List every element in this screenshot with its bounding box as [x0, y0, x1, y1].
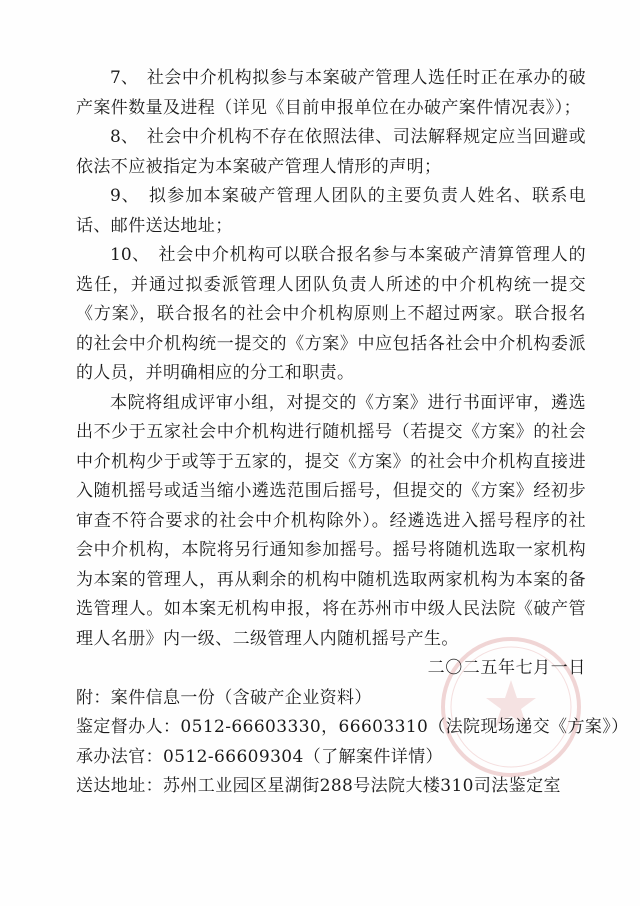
supervisor-line: 鉴定督办人：0512-66603330，66603310（法院现场递交《方案》）: [76, 717, 629, 737]
item-10: [76, 241, 586, 389]
document-body: [76, 64, 629, 802]
review-paragraph: [76, 389, 586, 655]
issue-date: 二〇二五年七月一日: [427, 658, 586, 678]
item-number: 7、: [110, 68, 147, 88]
item-9: [76, 182, 586, 241]
item-text: 社会中介机构拟参与本案破产管理人选任时正在承办的破产案件数量及进程（详见《目前申报单位在办破产案件情况表》）；: [76, 68, 586, 118]
attachment-line: 附：案件信息一份（含破产企业资料）: [76, 687, 372, 708]
item-text: 社会中介机构不存在依照法律、司法解释规定应当回避或依法不应被指定为本案破产管理人情形的声明；: [76, 127, 586, 177]
item-8: [76, 123, 586, 182]
item-7: [76, 64, 586, 123]
item-number: 9、: [110, 186, 149, 206]
item-text: 拟参加本案破产管理人团队的主要负责人姓名、联系电话、邮件送达地址；: [76, 186, 586, 236]
review-text: 本院将组成评审小组，对提交的《方案》进行书面评审，遴选出不少于五家社会中介机构进行随机摇号（若提交《方案》的社会中介机构少于或等于五家的，提交《方案》的社会中介机构直接进入随机摇号或适当缩小遴选范围后摇号，但提交的《方案》经初步审查不符合要求的社会中介机构除外）。经遴选进入摇号程序的社会中介机构，本院将另行通知参加摇号。摇号将随机选取一家机构为本案的管理人，再从剩余的机构中随机选取两家机构为本案的备选管理人。如本案无机构申报，将在苏州市中级人民法院《破产管理人名册》内一级、二级管理人内随机摇号产生。: [76, 392, 586, 649]
judge-line: 承办法官：0512-66609304（了解案件详情）: [76, 746, 443, 767]
item-number: 8、: [110, 127, 147, 147]
item-number: 10、: [110, 245, 159, 265]
item-text: 社会中介机构可以联合报名参与本案破产清算管理人的选任，并通过拟委派管理人团队负责人所述的中介机构统一提交《方案》，联合报名的社会中介机构原则上不超过两家。联合报名的社会中介机构统一提交的《方案》中应包括各社会中介机构委派的人员，并明确相应的分工和职责。: [76, 245, 586, 383]
address-line: 送达地址：苏州工业园区星湖街288号法院大楼310司法鉴定室: [76, 776, 561, 796]
